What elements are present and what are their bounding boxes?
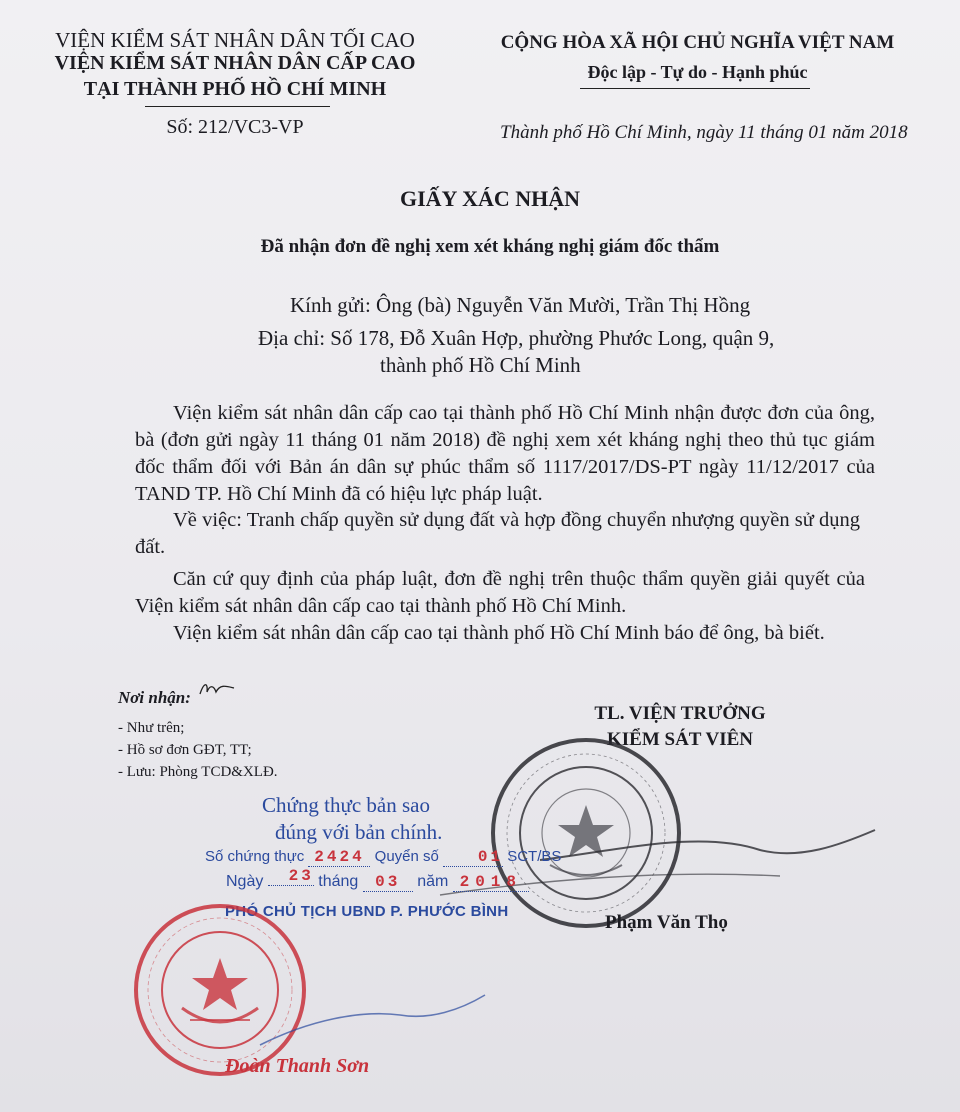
initials-mark	[198, 678, 238, 698]
body-paragraph-1: Viện kiểm sát nhân dân cấp cao tại thành phố Hồ Chí Minh nhận được đơn của ông, bà (đơn gửi ngày 11 tháng 01 năm 2018) đề nghị xem xét kháng nghị theo thủ tục giám đốc thẩm đối với Bản án dân sự phúc thẩm số 1117/2017/DS-PT ngày 11/12/2017 của TAND TP. Hồ Chí Minh đã có hiệu lực pháp luật.	[135, 402, 875, 505]
agency-name-line2: TẠI THÀNH PHỐ HỒ CHÍ MINH	[83, 78, 387, 100]
book-value: 01	[443, 848, 503, 867]
signer-name: Phạm Văn Thọ	[605, 912, 728, 933]
place-date: Thành phố Hồ Chí Minh, ngày 11 tháng 01 năm 2018	[500, 122, 908, 143]
recipient-item-2: - Hồ sơ đơn GĐT, TT;	[118, 742, 252, 758]
certifying-official-title: PHÓ CHỦ TỊCH UBND P. PHƯỚC BÌNH	[225, 903, 509, 920]
year-value: 2018	[453, 873, 529, 892]
certification-date-row	[226, 867, 529, 892]
address-line2: thành phố Hồ Chí Minh	[380, 353, 581, 377]
agency-name-line1: VIỆN KIỂM SÁT NHÂN DÂN CẤP CAO	[54, 52, 416, 74]
book-suffix: SCT/BS	[507, 848, 562, 865]
certification-line2: đúng với bản chính.	[275, 820, 443, 844]
certifier-name: Đoàn Thanh Sơn	[225, 1055, 370, 1077]
month-value: 03	[363, 873, 413, 892]
body-paragraph-4: Viện kiểm sát nhân dân cấp cao tại thành phố Hồ Chí Minh báo để ông, bà biết.	[173, 622, 825, 644]
certifier-signature-scribble	[250, 990, 490, 1060]
signer-role-2: KIỂM SÁT VIÊN	[606, 729, 754, 750]
document-subtitle: Đã nhận đơn đề nghị xem xét kháng nghị giám đốc thẩm	[260, 236, 720, 257]
recipient-line: Kính gửi: Ông (bà) Nguyễn Văn Mười, Trần Thị Hồng	[290, 293, 751, 317]
national-motto: Độc lập - Tự do - Hạnh phúc	[587, 62, 808, 82]
certification-number-row	[205, 848, 561, 867]
agency-underline	[145, 106, 330, 107]
recipient-item-1: - Như trên;	[118, 720, 185, 736]
document-number: Số: 212/VC3-VP	[166, 116, 304, 138]
recipient-item-3: - Lưu: Phòng TCD&XLĐ.	[118, 764, 278, 780]
agency-parent: VIỆN KIỂM SÁT NHÂN DÂN TỐI CAO	[55, 28, 415, 52]
signer-role-1: TL. VIỆN TRƯỞNG	[594, 703, 766, 724]
motto-underline	[580, 88, 810, 89]
day-value: 23	[268, 867, 314, 886]
cert-number-value: 2424	[308, 848, 370, 867]
year-label: năm	[417, 873, 449, 890]
recipients-label: Nơi nhận:	[118, 688, 191, 707]
body-paragraph-2: Về việc: Tranh chấp quyền sử dụng đất và hợp đồng chuyển nhượng quyền sử dụng đất.	[135, 509, 860, 558]
book-label: Quyển số	[374, 848, 439, 865]
document-title: GIẤY XÁC NHẬN	[399, 186, 581, 211]
day-label: Ngày	[226, 873, 264, 890]
month-label: tháng	[318, 873, 359, 890]
cert-number-label: Số chứng thực	[205, 848, 305, 865]
body-paragraph-3: Căn cứ quy định của pháp luật, đơn đề nghị trên thuộc thẩm quyền giải quyết của Viện kiểm sát nhân dân cấp cao tại thành phố Hồ Chí Minh.	[135, 568, 865, 617]
certification-line1: Chứng thực bản sao	[262, 793, 430, 817]
address-line1: Địa chỉ: Số 178, Đỗ Xuân Hợp, phường Phước Long, quận 9,	[258, 326, 775, 350]
country-name: CỘNG HÒA XÃ HỘI CHỦ NGHĨA VIỆT NAM	[500, 32, 895, 53]
